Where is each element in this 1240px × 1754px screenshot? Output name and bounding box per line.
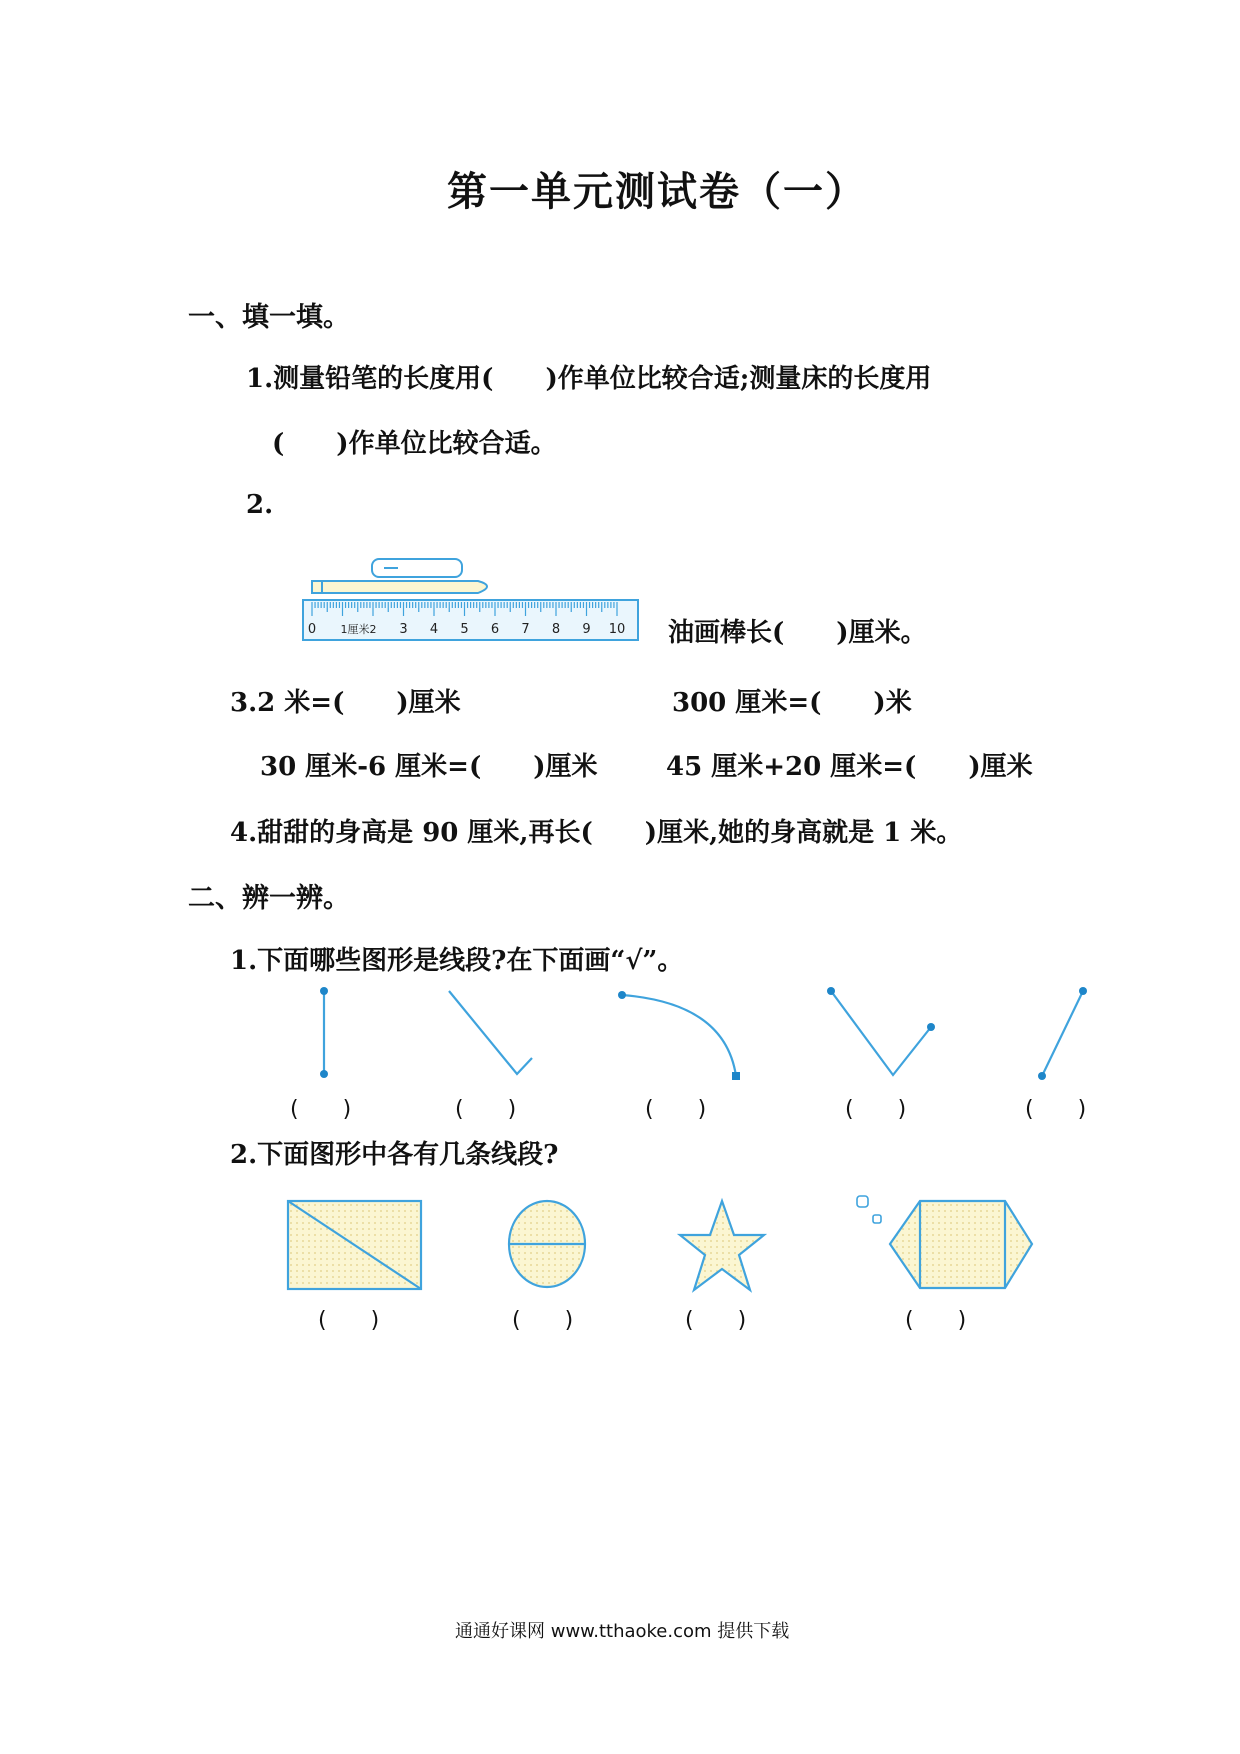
count-blank-4[interactable]: ( ) xyxy=(905,1308,967,1333)
shape-figures xyxy=(240,1190,1240,1310)
page-title: 第一单元测试卷（一） xyxy=(447,168,867,215)
question-2-text: 油画棒长( )厘米。 xyxy=(668,618,927,648)
ruler-label: 9 xyxy=(582,622,591,637)
question-1-line-1: 1.测量铅笔的长度用( )作单位比较合适;测量床的长度用 xyxy=(246,364,932,394)
crayon-body xyxy=(312,581,487,593)
endpoint-dot xyxy=(320,987,328,995)
answer-blank-1[interactable]: ( ) xyxy=(290,1097,352,1122)
question-3-b: 300 厘米=( )米 xyxy=(672,688,912,718)
figure-slanted-segment xyxy=(1042,991,1083,1076)
count-blank-3[interactable]: ( ) xyxy=(685,1308,747,1333)
endpoint-dot xyxy=(1079,987,1087,995)
figure-open-line xyxy=(449,991,532,1074)
endpoint-dot xyxy=(1038,1072,1046,1080)
answer-blank-2[interactable]: ( ) xyxy=(455,1097,517,1122)
bubble-large xyxy=(857,1196,868,1207)
line-figures xyxy=(240,985,1240,1095)
judge-question-2: 2.下面图形中各有几条线段? xyxy=(230,1140,559,1170)
ruler-label: 7 xyxy=(521,622,530,637)
question-1-line-2: ( )作单位比较合适。 xyxy=(272,429,557,459)
ruler-label: 6 xyxy=(490,622,500,637)
ruler-crayon-figure xyxy=(300,548,640,648)
bubble-small xyxy=(873,1215,881,1223)
ruler-label: 4 xyxy=(429,622,439,637)
endpoint-dot xyxy=(927,1023,935,1031)
ruler-label: 0 xyxy=(307,622,317,637)
judge-question-1: 1.下面哪些图形是线段?在下面画“√”。 xyxy=(230,946,684,976)
endpoint-dot xyxy=(827,987,835,995)
figure-angle xyxy=(831,991,931,1075)
footer-source: 通通好课网 www.tthaoke.com 提供下载 xyxy=(455,1621,790,1642)
ruler-label: 1厘米2 xyxy=(340,623,377,636)
ruler-label: 10 xyxy=(608,622,626,637)
shape-star xyxy=(680,1201,764,1290)
endpoint-dot xyxy=(320,1070,328,1078)
count-blank-2[interactable]: ( ) xyxy=(512,1308,574,1333)
count-blank-1[interactable]: ( ) xyxy=(318,1308,380,1333)
ruler-label: 8 xyxy=(551,622,561,637)
question-3-d: 45 厘米+20 厘米=( )厘米 xyxy=(666,752,1033,782)
question-3-a: 3.2 米=( )厘米 xyxy=(230,688,461,718)
endpoint-dot xyxy=(618,991,626,999)
ruler-label: 5 xyxy=(460,622,469,637)
ruler-label: 3 xyxy=(399,622,408,637)
answer-blank-5[interactable]: ( ) xyxy=(1025,1097,1087,1122)
answer-blank-4[interactable]: ( ) xyxy=(845,1097,907,1122)
figure-arc xyxy=(622,995,736,1076)
section-heading-fill: 一、填一填。 xyxy=(188,302,350,333)
question-3-c: 30 厘米-6 厘米=( )厘米 xyxy=(260,752,598,782)
endpoint-square xyxy=(732,1072,740,1080)
question-2-label: 2. xyxy=(246,490,274,520)
shape-fish xyxy=(890,1201,1032,1288)
answer-blank-3[interactable]: ( ) xyxy=(645,1097,707,1122)
section-heading-judge: 二、辨一辨。 xyxy=(188,883,350,914)
question-4: 4.甜甜的身高是 90 厘米,再长( )厘米,她的身高就是 1 米。 xyxy=(230,818,963,848)
